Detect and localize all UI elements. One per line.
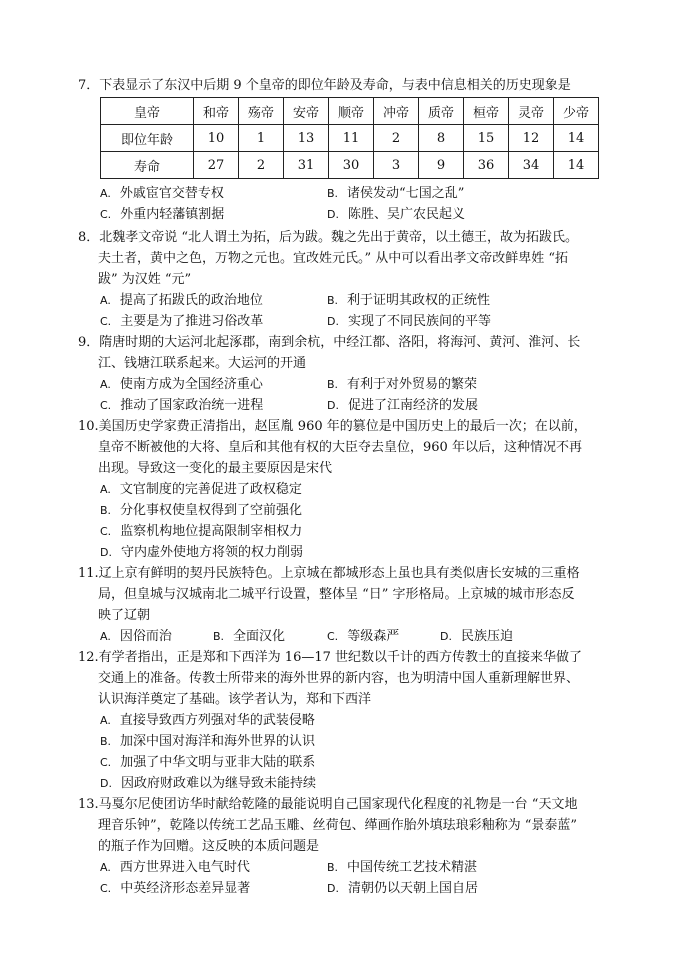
- table-cell: 质帝: [419, 98, 464, 125]
- option-text: 有利于对外贸易的繁荣: [347, 377, 478, 392]
- q12-option-a[interactable]: [100, 711, 315, 731]
- option-text: 促进了江南经济的发展: [347, 398, 478, 413]
- q12-stem-line: 12.有学者指出，正是郑和下西洋为 16—17 世纪数以千计的西方传教士的直接来华做了: [78, 650, 583, 665]
- table-row: [101, 152, 599, 179]
- table-cell: 12: [509, 125, 554, 152]
- option-letter: A.: [100, 378, 111, 391]
- option-text: 提高了拓跋氏的政治地位: [119, 293, 263, 308]
- option-letter: D.: [100, 546, 112, 559]
- option-letter: B.: [327, 294, 339, 307]
- option-text: 全面汉化: [233, 629, 286, 644]
- table-cell: 10: [194, 125, 239, 152]
- q9-stem-line: 江、钱塘江联系起来。大运河的开通: [98, 356, 307, 371]
- option-letter: C.: [327, 630, 339, 643]
- q12-option-d[interactable]: [100, 774, 316, 794]
- q9-option-c[interactable]: [100, 396, 263, 416]
- option-letter: B.: [327, 378, 339, 391]
- q13-stem-line: 的瓶子作为回赠。这反映的本质问题是: [98, 839, 320, 854]
- table-cell: 顺帝: [329, 98, 374, 125]
- table-row-label: 寿命: [101, 152, 194, 179]
- option-letter: C.: [100, 399, 112, 412]
- table-cell: 安帝: [284, 98, 329, 125]
- table-cell: 3: [374, 152, 419, 179]
- q10-stem-line: 10.美国历史学家费正清指出，赵匡胤 960 年的篡位是中国历史上的最后一次；在以前，: [78, 419, 587, 434]
- option-letter: A.: [100, 294, 111, 307]
- q9-option-b[interactable]: [327, 375, 477, 395]
- q10-option-c[interactable]: [100, 522, 302, 542]
- option-letter: A.: [100, 714, 111, 727]
- option-text: 因政府财政难以为继导致未能持续: [120, 776, 316, 791]
- q8-stem-line: 跋” 为汉姓 “元”: [98, 272, 192, 287]
- q11-stem-line: 11.辽上京有鲜明的契丹民族特色。上京城在都城形态上虽也具有类似唐长安城的三重格: [78, 566, 580, 581]
- option-text: 加强了中华文明与亚非大陆的联系: [120, 755, 316, 770]
- option-letter: B.: [327, 187, 339, 200]
- q13-option-d[interactable]: [327, 879, 478, 899]
- q8-option-b[interactable]: [327, 291, 490, 311]
- table-cell: 2: [374, 125, 419, 152]
- q12-option-b[interactable]: [100, 732, 315, 752]
- option-letter: A.: [100, 630, 111, 643]
- q10-option-d[interactable]: [100, 543, 303, 563]
- table-cell: 14: [554, 125, 599, 152]
- option-letter: B.: [100, 504, 112, 517]
- q7-option-b[interactable]: [327, 184, 464, 204]
- option-text: 主要是为了推进习俗改革: [120, 314, 264, 329]
- q10-option-a[interactable]: [100, 480, 302, 500]
- q8-stem-line: 8．北魏孝文帝说 “北人谓土为拓，后为跋。魏之先出于黄帝，以土德王，故为拓跋氏。: [78, 230, 579, 245]
- table-cell: 和帝: [194, 98, 239, 125]
- q13-option-a[interactable]: [100, 858, 250, 878]
- q11-stem-line: 映了辽朝: [98, 608, 151, 623]
- q10-stem-line: 皇帝不断被他的大将、皇后和其他有权的大臣夺去皇位，960 年以后，这种情况不再: [98, 440, 582, 455]
- table-cell: 36: [464, 152, 509, 179]
- option-letter: C.: [100, 756, 112, 769]
- q13-option-b[interactable]: [327, 858, 477, 878]
- option-letter: D.: [327, 208, 339, 221]
- option-text: 清朝仍以天朝上国自居: [347, 881, 478, 896]
- option-letter: B.: [213, 630, 225, 643]
- table-cell: 9: [419, 152, 464, 179]
- option-letter: A.: [100, 187, 111, 200]
- table-cell: 灵帝: [509, 98, 554, 125]
- option-text: 外重内轻藩镇割据: [120, 207, 225, 222]
- q8-stem-line: 夫土者，黄中之色，万物之元也。宜改姓元氏。” 从中可以看出孝文帝改鲜卑姓 “拓: [98, 251, 569, 266]
- table-cell: 13: [284, 125, 329, 152]
- option-text: 推动了国家政治统一进程: [120, 398, 264, 413]
- table-cell: 桓帝: [464, 98, 509, 125]
- table-cell: 11: [329, 125, 374, 152]
- q10-stem-line: 出现。导致这一变化的最主要原因是宋代: [98, 461, 333, 476]
- option-letter: D.: [440, 630, 452, 643]
- table-cell: 1: [239, 125, 284, 152]
- option-letter: D.: [327, 399, 339, 412]
- table-cell: 30: [329, 152, 374, 179]
- q8-option-a[interactable]: [100, 291, 263, 311]
- q13-stem-line: 13.马戛尔尼使团访华时献给乾隆的最能说明自己国家现代化程度的礼物是一台 “天文地: [78, 797, 578, 812]
- option-text: 因俗而治: [119, 629, 172, 644]
- option-letter: B.: [100, 735, 112, 748]
- option-letter: C.: [100, 882, 112, 895]
- q7-option-c[interactable]: [100, 205, 224, 225]
- q13-stem-line: 理音乐钟”，乾隆以传统工艺品玉雕、丝荷包、缂画作胎外填珐琅彩釉称为 “景泰蓝”: [98, 818, 578, 833]
- q9-stem-line: 9．隋唐时期的大运河北起涿郡，南到余杭，中经江都、洛阳，将海河、黄河、淮河、长: [78, 335, 581, 350]
- option-text: 利于证明其政权的正统性: [347, 293, 491, 308]
- q8-option-d[interactable]: [327, 312, 491, 332]
- table-cell: 少帝: [554, 98, 599, 125]
- q10-option-b[interactable]: [100, 501, 302, 521]
- option-text: 监察机构地位提高限制宰相权力: [120, 524, 303, 539]
- option-text: 实现了不同民族间的平等: [347, 314, 491, 329]
- q11-option-d[interactable]: [440, 627, 513, 647]
- option-text: 等级森严: [347, 629, 400, 644]
- table-row: [101, 98, 599, 125]
- q7-emperor-table: [100, 97, 599, 179]
- option-text: 诸侯发动“七国之乱”: [347, 186, 465, 201]
- table-row: [101, 125, 599, 152]
- table-cell: 8: [419, 125, 464, 152]
- table-cell: 冲帝: [374, 98, 419, 125]
- q11-option-c[interactable]: [327, 627, 399, 647]
- q11-option-a[interactable]: [100, 627, 172, 647]
- q11-stem-line: 局，但皇城与汉城南北二城平行设置，整体呈 “日” 字形格局。上京城的城市形态反: [98, 587, 575, 602]
- table-cell: 殇帝: [239, 98, 284, 125]
- q13-option-c[interactable]: [100, 879, 250, 899]
- option-letter: C.: [100, 525, 112, 538]
- option-text: 陈胜、吴广农民起义: [347, 207, 465, 222]
- option-letter: D.: [100, 777, 112, 790]
- table-cell: 27: [194, 152, 239, 179]
- q9-option-d[interactable]: [327, 396, 478, 416]
- option-text: 加深中国对海洋和海外世界的认识: [120, 734, 316, 749]
- option-letter: D.: [327, 882, 339, 895]
- table-cell: 31: [284, 152, 329, 179]
- table-header-label: 皇帝: [101, 98, 194, 125]
- option-text: 中英经济形态差异显著: [120, 881, 251, 896]
- option-letter: D.: [327, 315, 339, 328]
- option-text: 外戚宦官交替专权: [119, 186, 224, 201]
- option-letter: A.: [100, 861, 111, 874]
- q12-stem-line: 认识海洋奠定了基础。该学者认为，郑和下西洋: [98, 692, 372, 707]
- q11-option-b[interactable]: [213, 627, 285, 647]
- option-text: 中国传统工艺技术精湛: [347, 860, 478, 875]
- option-text: 直接导致西方列强对华的武装侵略: [119, 713, 315, 728]
- table-cell: 34: [509, 152, 554, 179]
- option-letter: C.: [100, 315, 112, 328]
- table-cell: 14: [554, 152, 599, 179]
- option-letter: A.: [100, 483, 111, 496]
- option-letter: C.: [100, 208, 112, 221]
- q12-option-c[interactable]: [100, 753, 315, 773]
- q7-stem: 7．下表显示了东汉中后期 9 个皇帝的即位年龄及寿命，与表中信息相关的历史现象是: [78, 78, 571, 93]
- table-cell: 15: [464, 125, 509, 152]
- option-text: 守内虚外使地方将领的权力削弱: [120, 545, 303, 560]
- option-text: 西方世界进入电气时代: [119, 860, 250, 875]
- table-row-label: 即位年龄: [101, 125, 194, 152]
- q7-option-d[interactable]: [327, 205, 465, 225]
- option-text: 民族压迫: [460, 629, 513, 644]
- table-cell: 2: [239, 152, 284, 179]
- option-letter: B.: [327, 861, 339, 874]
- q8-option-c[interactable]: [100, 312, 263, 332]
- q7-option-a[interactable]: [100, 184, 224, 204]
- option-text: 使南方成为全国经济重心: [119, 377, 263, 392]
- q12-stem-line: 交通上的准备。传教士所带来的海外世界的新内容，也为明清中国人重新理解世界、: [98, 671, 580, 686]
- option-text: 分化事权使皇权得到了空前强化: [120, 503, 303, 518]
- q9-option-a[interactable]: [100, 375, 263, 395]
- option-text: 文官制度的完善促进了政权稳定: [119, 482, 302, 497]
